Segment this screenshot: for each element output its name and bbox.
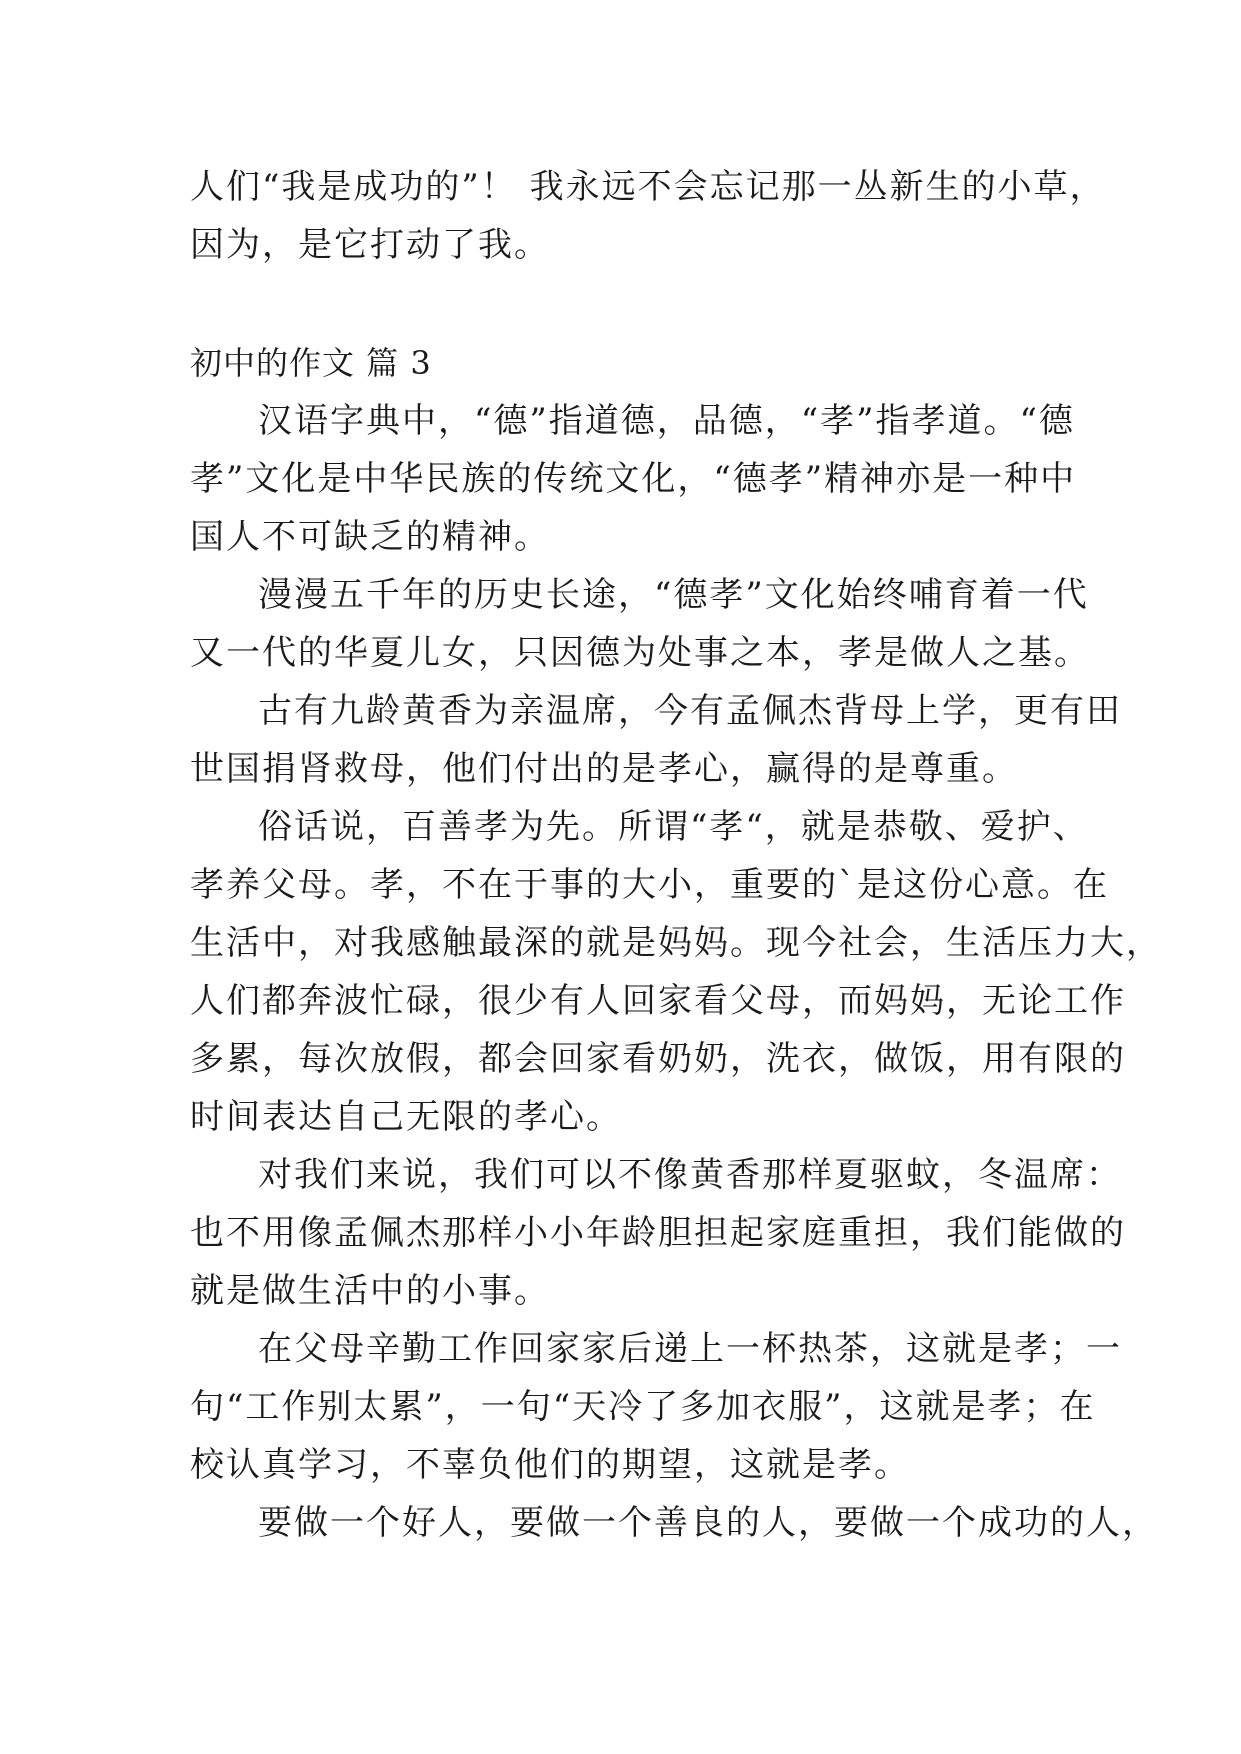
text-line: 对我们来说，我们可以不像黄香那样夏驱蚊，冬温席：	[258, 1155, 1122, 1195]
text-line: 汉语字典中，“德”指道德，品德，“孝”指孝道。“德	[258, 401, 1075, 441]
continuation-paragraph	[190, 158, 1106, 274]
text-line: 又一代的华夏儿女，只因德为处事之本，孝是做人之基。	[190, 633, 1090, 673]
text-line: 要做一个好人，要做一个善良的人，要做一个成功的人，	[258, 1503, 1158, 1543]
text-line: 人们都奔波忙碌，很少有人回家看父母，而妈妈，无论工作	[190, 981, 1126, 1021]
text-line: 生活中，对我感触最深的就是妈妈。现今社会，生活压力大，	[190, 923, 1162, 963]
text-line: 也不用像孟佩杰那样小小年龄胆担起家庭重担，我们能做的	[190, 1213, 1126, 1253]
section-title: 初中的作文 篇 3	[190, 344, 432, 382]
text-line: 漫漫五千年的历史长途，“德孝”文化始终哺育着一代	[258, 575, 1089, 615]
essay-body	[190, 392, 1162, 1552]
text-line: 孝”文化是中华民族的传统文化，“德孝”精神亦是一种中	[190, 459, 1077, 499]
text-line: 世国捐肾救母，他们付出的是孝心，赢得的是尊重。	[190, 749, 1018, 789]
text-line: 孝养父母。孝，不在于事的大小，重要的`是这份心意。在	[190, 865, 1109, 905]
text-line: 多累，每次放假，都会回家看奶奶，洗衣，做饭，用有限的	[190, 1039, 1126, 1079]
text-line: 在父母辛勤工作回家家后递上一杯热茶，这就是孝；一	[258, 1329, 1122, 1369]
text-line: 就是做生活中的小事。	[190, 1271, 550, 1311]
text-line: 校认真学习，不辜负他们的期望，这就是孝。	[190, 1445, 910, 1485]
text-line: 句“工作别太累”，一句“天冷了多加衣服”，这就是孝；在	[190, 1387, 1096, 1427]
text-line: 人们“我是成功的”！ 我永远不会忘记那一丛新生的小草，	[190, 167, 1106, 207]
text-line: 时间表达自己无限的孝心。	[190, 1097, 622, 1137]
text-line: 国人不可缺乏的精神。	[190, 517, 550, 557]
text-line: 因为，是它打动了我。	[190, 225, 550, 265]
text-line: 古有九龄黄香为亲温席，今有孟佩杰背母上学，更有田	[258, 691, 1122, 731]
text-line: 俗话说，百善孝为先。所谓“孝“，就是恭敬、爱护、	[258, 807, 1089, 847]
